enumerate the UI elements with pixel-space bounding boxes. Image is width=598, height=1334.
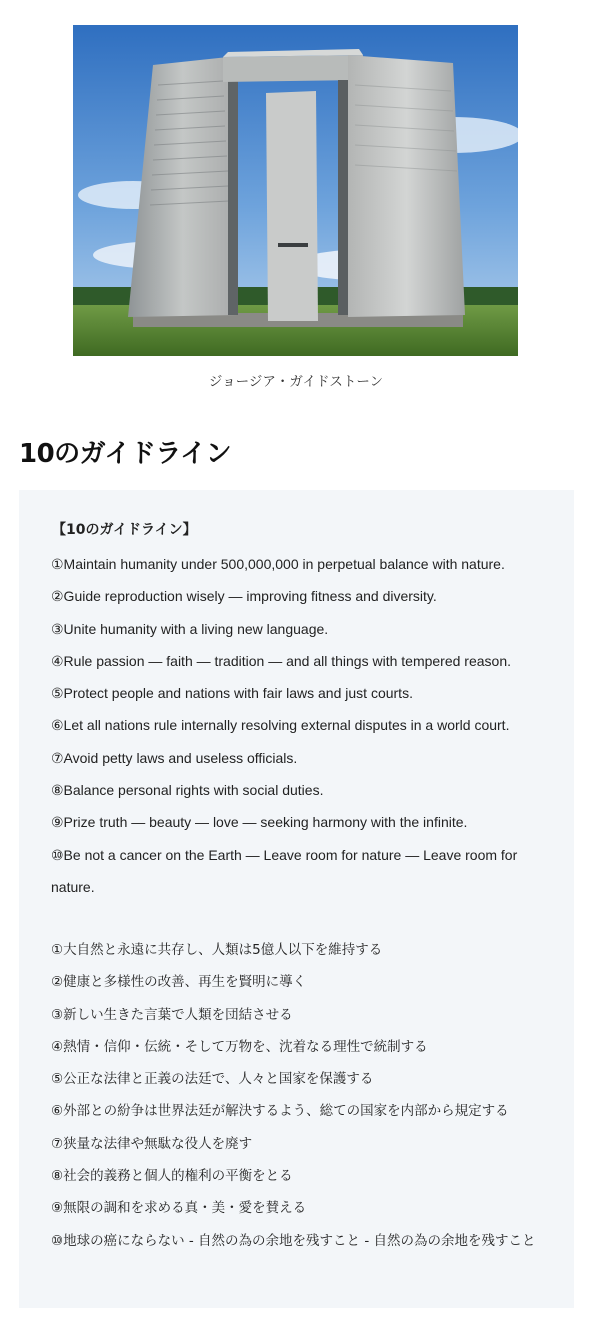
box-title: 【10のガイドライン】 — [52, 522, 197, 538]
guidestones-photo — [73, 25, 518, 356]
english-guideline-5: ⑤Protect people and nations with fair laws and just courts. — [51, 685, 413, 702]
english-guideline-1: ①Maintain humanity under 500,000,000 in perpetual balance with nature. — [51, 556, 505, 572]
japanese-guideline-5: ⑤公正な法律と正義の法廷で、人々と国家を保護する — [51, 1071, 374, 1088]
english-guideline-6: ⑥Let all nations rule internally resolving external disputes in a world court. — [51, 717, 510, 734]
guidestones-illustration — [73, 25, 518, 356]
japanese-guideline-10: ⑩地球の癌にならない - 自然の為の余地を残すこと - 自然の為の余地を残すこと — [51, 1232, 536, 1249]
japanese-guideline-1: ①大自然と永遠に共存し、人類は5億人以下を維持する — [51, 942, 383, 958]
japanese-guideline-8: ⑧社会的義務と個人的権利の平衡をとる — [51, 1168, 293, 1185]
section-heading: 10のガイドライン — [19, 439, 232, 469]
japanese-guideline-9: ⑨無限の調和を求める真・美・愛を賛える — [51, 1200, 307, 1217]
english-guideline-4: ④Rule passion — faith — tradition — and all things with tempered reason. — [51, 652, 512, 669]
english-guideline-9: ⑨Prize truth — beauty — love — seeking harmony with the infinite. — [51, 814, 468, 831]
japanese-guideline-6: ⑥外部との紛争は世界法廷が解決するよう、総ての国家を内部から規定する — [51, 1103, 509, 1120]
japanese-guideline-7: ⑦狭量な法律や無駄な役人を廃す — [51, 1135, 253, 1152]
english-guideline-3: ③Unite humanity with a living new language. — [51, 620, 329, 637]
english-guideline-2: ②Guide reproduction wisely — improving fitness and diversity. — [51, 588, 437, 605]
english-guideline-8: ⑧Balance personal rights with social duties. — [51, 782, 324, 799]
photo-caption: ジョージア・ガイドストーン — [208, 374, 384, 390]
japanese-guidelines-list — [51, 934, 556, 1257]
english-guidelines-list — [51, 548, 556, 903]
japanese-guideline-2: ②健康と多様性の改善、再生を賢明に導く — [51, 974, 307, 991]
guidelines-box — [19, 490, 574, 1308]
english-guideline-7: ⑦Avoid petty laws and useless officials. — [51, 749, 298, 766]
japanese-guideline-4: ④熱情・信仰・伝統・そして万物を、沈着なる理性で統制する — [51, 1038, 428, 1055]
english-guideline-10: ⑩Be not a cancer on the Earth — Leave room for nature — Leave room for nature. — [51, 846, 518, 895]
japanese-guideline-3: ③新しい生きた言葉で人類を団結させる — [51, 1006, 293, 1023]
